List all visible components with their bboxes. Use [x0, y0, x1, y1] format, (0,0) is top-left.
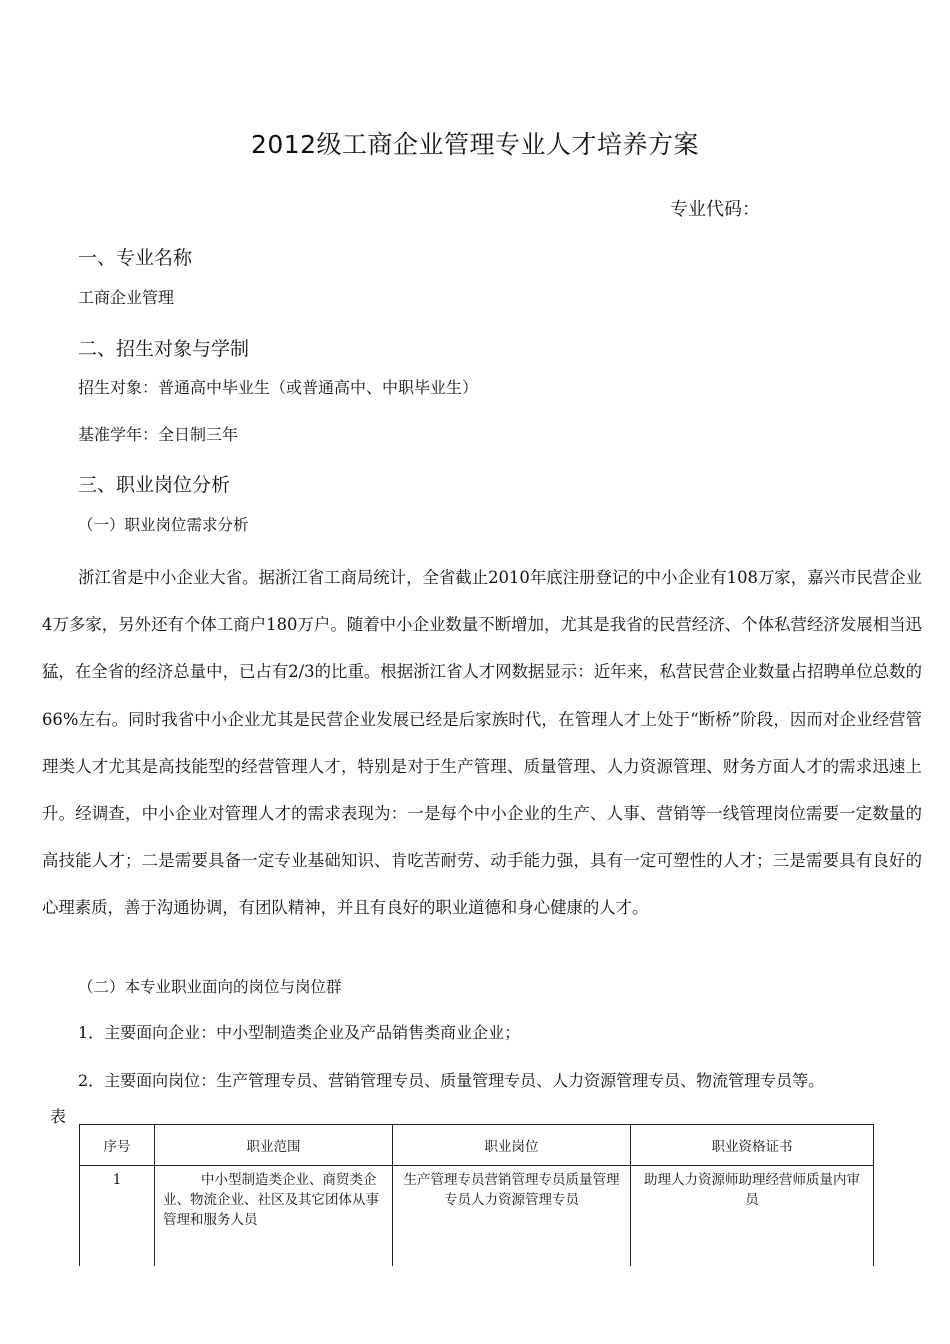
section-heading-1: 一、专业名称 — [78, 247, 193, 269]
major-name: 工商企业管理 — [78, 288, 175, 307]
cell-certificate: 助理人力资源师助理经营师质量内审员 — [631, 1166, 874, 1267]
table-row — [80, 1166, 874, 1267]
document-title: 2012级工商企业管理专业人才培养方案 — [250, 130, 700, 159]
major-code-label: 专业代码： — [670, 199, 760, 220]
subsection-heading-2: （二）本专业职业面向的岗位与岗位群 — [78, 978, 342, 996]
table-label: 表 — [50, 1107, 67, 1126]
table-header-row — [80, 1125, 874, 1166]
list-item-target-positions: 2．主要面向岗位：生产管理专员、营销管理专员、质量管理专员、人力资源管理专员、物流管理专员等。 — [78, 1071, 825, 1090]
header-index: 序号 — [80, 1125, 155, 1166]
enrollment-target: 招生对象：普通高中毕业生（或普通高中、中职毕业生） — [78, 378, 479, 397]
cell-index: 1 — [80, 1166, 155, 1267]
cell-position: 生产管理专员营销管理专员质量管理专员人力资源管理专员 — [393, 1166, 631, 1267]
demand-analysis-paragraph: 浙江省是中小企业大省。据浙江省工商局统计，全省截止2010年底注册登记的中小企业有108万家，嘉兴市民营企业4万多家，另外还有个体工商户180万户。随着中小企业数量不断增加，尤其是我省的民营经济、个体私营经济发展相当迅猛，在全省的经济总量中，已占有2/3的比重。根据浙江省人才网数据显示：近年来，私营民营企业数量占招聘单位总数的66%左右。同时我省中小企业尤其是民营企业发展已经是后家族时代，在管理人才上处于“断桥”阶段，因而对企业经营管理类人才尤其是高技能型的经营管理人才，特别是对于生产管理、质量管理、人力资源管理、财务方面人才的需求迅速上升。经调查，中小企业对管理人才的需求表现为：一是每个中小企业的生产、人事、营销等一线管理岗位需要一定数量的高技能人才；二是需要具备一定专业基础知识、肯吃苦耐劳、动手能力强，具有一定可塑性的人才；三是需要具有良好的心理素质，善于沟通协调，有团队精神，并且有良好的职业道德和身心健康的人才。 — [42, 568, 922, 918]
cell-scope: 中小型制造类企业、商贸类企业、物流企业、社区及其它团体从事管理和服务人员 — [155, 1166, 393, 1267]
section-heading-2: 二、招生对象与学制 — [78, 338, 250, 360]
header-scope: 职业范围 — [155, 1125, 393, 1166]
career-table — [79, 1124, 874, 1266]
study-duration: 基准学年：全日制三年 — [78, 425, 239, 444]
header-position: 职业岗位 — [393, 1125, 631, 1166]
section-heading-3: 三、职业岗位分析 — [78, 474, 231, 496]
list-item-target-enterprises: 1．主要面向企业：中小型制造类企业及产品销售类商业企业； — [78, 1023, 521, 1042]
header-certificate: 职业资格证书 — [631, 1125, 874, 1166]
subsection-heading-1: （一）职业岗位需求分析 — [78, 516, 249, 534]
